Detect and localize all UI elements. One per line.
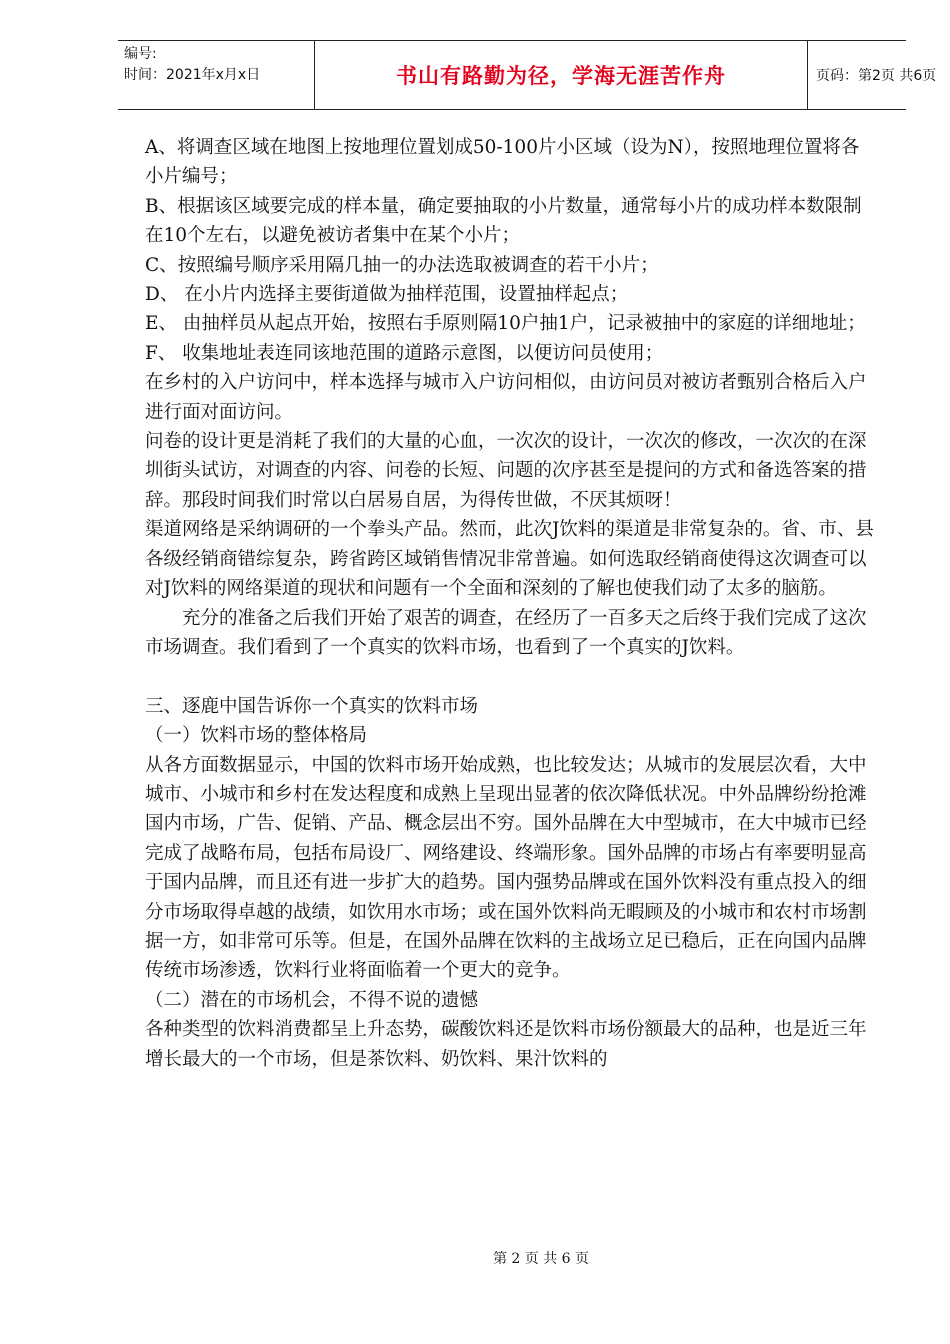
body-paragraph: 从各方面数据显示，中国的饮料市场开始成熟，也比较发达；从城市的发展层次看，大中城市、小城市和乡村在发达程度和成熟上呈现出显著的依次降低状况。中外品牌纷纷抢滩国内市场，广告、促销、产品、概念层出不穷。国外品牌在大中型城市，在大中城市已经完成了战略布局，包括布局设厂、网络建设、终端形象。国外品牌的市场占有率要明显高于国内品牌，而且还有进一步扩大的趋势。国内强势品牌或在国外饮料没有重点投入的细分市场取得卓越的战绩，如饮用水市场；或在国外饮料尚无暇顾及的小城市和农村市场割据一方，如非常可乐等。但是，在国外品牌在饮料的主战场立足已稳后，正在向国内品牌传统市场渗透，饮料行业将面临着一个更大的竞争。 bbox=[145, 754, 867, 982]
body-paragraph: 充分的准备之后我们开始了艰苦的调查，在经历了一百多天之后终于我们完成了这次市场调查。我们看到了一个真实的饮料市场，也看到了一个真实的J饮料。 bbox=[145, 607, 867, 658]
list-item-b: B、根据该区域要完成的样本量，确定要抽取的小片数量，通常每小片的成功样本数限制在10个左右，以避免被访者集中在某个小片； bbox=[145, 195, 862, 247]
section-heading: 三、逐鹿中国告诉你一个真实的饮料市场 bbox=[145, 695, 479, 717]
document-body bbox=[145, 133, 875, 1074]
body-paragraph: 各种类型的饮料消费都呈上升态势，碳酸饮料还是饮料市场份额最大的品种，也是近三年增长最大的一个市场，但是茶饮料、奶饮料、果汁饮料的 bbox=[145, 1019, 867, 1070]
list-item-f: F、 收集地址表连同该地范围的道路示意图，以便访问员使用； bbox=[145, 342, 664, 364]
document-number-label: 编号: bbox=[124, 46, 157, 62]
body-paragraph: 问卷的设计更是消耗了我们的大量的心血，一次次的设计，一次次的修改，一次次的在深圳街头试访，对调查的内容、问卷的长短、问题的次序甚至是提问的方式和备选答案的措辞。那段时间我们时常以白居易自居，为得传世做，不厌其烦呀！ bbox=[145, 431, 867, 511]
list-item-d: D、 在小片内选择主要街道做为抽样范围，设置抽样起点； bbox=[145, 284, 629, 306]
list-item-e: E、 由抽样员从起点开始，按照右手原则隔10户抽1户，记录被抽中的家庭的详细地址； bbox=[145, 313, 866, 335]
list-item-c: C、按照编号顺序采用隔几抽一的办法选取被调查的若干小片； bbox=[145, 254, 659, 276]
header-page-label: 页码：第2页 共6页 bbox=[816, 68, 937, 84]
header-meta bbox=[118, 41, 314, 109]
body-paragraph: 在乡村的入户访问中，样本选择与城市入户访问相似，由访问员对被访者甄别合格后入户进行面对面访问。 bbox=[145, 372, 867, 423]
header-slogan: 书山有路勤为径，学海无涯苦作舟 bbox=[314, 41, 808, 109]
subsection-heading: （二）潜在的市场机会，不得不说的遗憾 bbox=[145, 989, 479, 1011]
list-item-a: A、将调查区域在地图上按地理位置划成50-100片小区域（设为N），按照地理位置将各小片编号； bbox=[145, 137, 860, 188]
page-header bbox=[118, 40, 937, 110]
subsection-heading: （一）饮料市场的整体格局 bbox=[145, 725, 368, 747]
body-paragraph: 渠道网络是采纳调研的一个拳头产品。然而，此次J饮料的渠道是非常复杂的。省、市、县各级经销商错综复杂，跨省跨区域销售情况非常普遍。如何选取经销商使得这次调查可以对J饮料的网络渠道的现状和问题有一个全面和深刻的了解也使我们动了太多的脑筋。 bbox=[145, 519, 874, 600]
document-time-label: 时间：2021年x月x日 bbox=[124, 67, 261, 83]
section-spacer bbox=[145, 662, 875, 691]
page-footer: 第 2 页 共 6 页 bbox=[492, 1251, 590, 1267]
